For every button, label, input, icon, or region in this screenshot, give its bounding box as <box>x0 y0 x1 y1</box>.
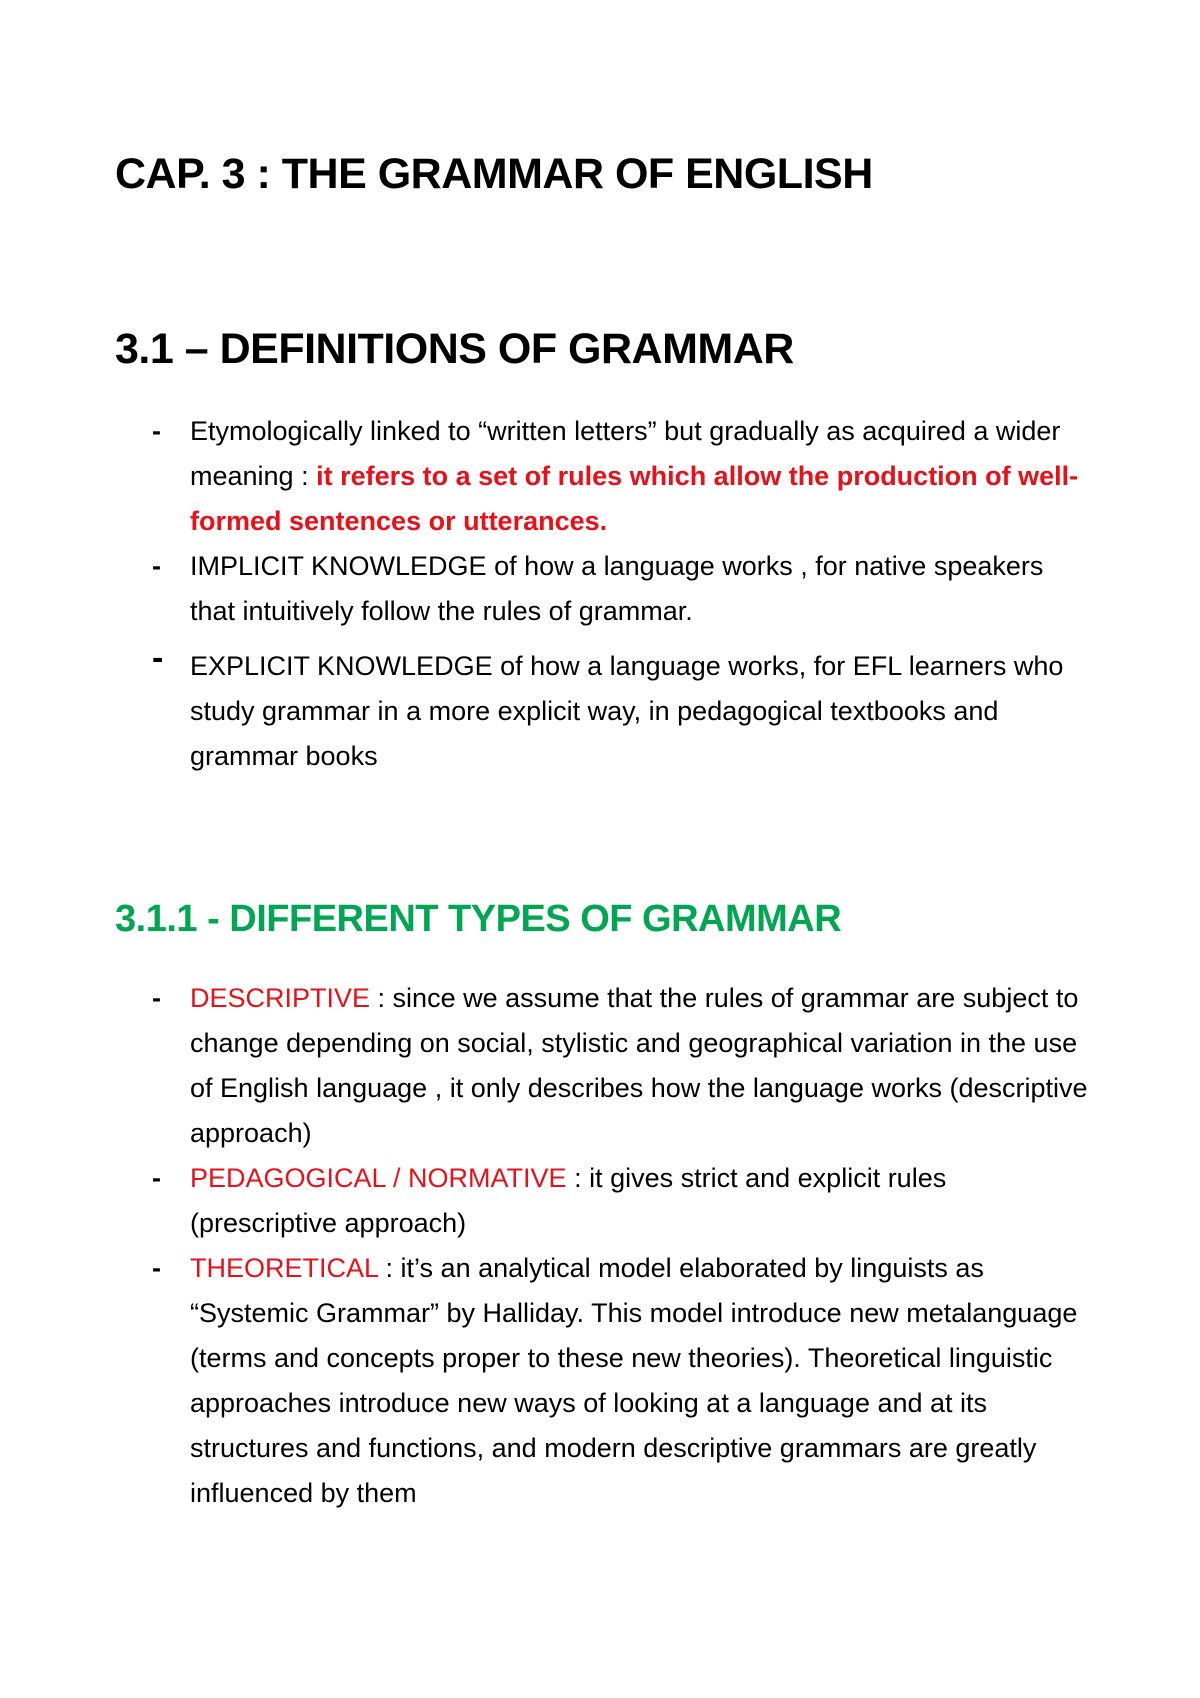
bullet-dash: - <box>152 551 161 581</box>
grammar-type-term: PEDAGOGICAL / NORMATIVE <box>190 1163 567 1193</box>
list-item <box>0 1156 1200 1246</box>
definition-highlight: it refers to a set of rules which allow the production of well-formed sentences or utterances. <box>190 461 1079 536</box>
list-item <box>0 544 1200 634</box>
grammar-type-text: : since we assume that the rules of grammar are subject to change depending on social, stylistic and geographical variation in the use of English language , it only describes how the language works (descriptive approach) <box>190 983 1088 1148</box>
list-item <box>0 639 1200 779</box>
subsection-title: 3.1.1 - DIFFERENT TYPES OF GRAMMAR <box>115 898 842 940</box>
list-item <box>0 409 1200 544</box>
bullet-dash: - <box>152 416 161 446</box>
chapter-title: CAP. 3 : THE GRAMMAR OF ENGLISH <box>115 150 873 198</box>
bullet-dash: - <box>152 983 161 1013</box>
list-item <box>0 1246 1200 1516</box>
definition-term: IMPLICIT KNOWLEDGE <box>190 551 487 581</box>
grammar-type-text: : it gives strict and explicit rules (prescriptive approach) <box>190 1163 947 1238</box>
bullet-dash: - <box>152 639 164 677</box>
grammar-type-term: DESCRIPTIVE <box>190 983 371 1013</box>
grammar-type-term: THEORETICAL <box>190 1253 379 1283</box>
definition-text: of how a language works, for EFL learners who study grammar in a more explicit way, in pedagogical textbooks and grammar books <box>190 651 1064 771</box>
definitions-list <box>0 409 1200 779</box>
grammar-type-text: : it’s an analytical model elaborated by linguists as “Systemic Grammar” by Halliday. This model introduce new metalanguage (terms and concepts proper to these new theories). Theoretical linguistic approaches introduce new ways of looking at a language and at its structures and functions, and modern descriptive grammars are greatly influenced by them <box>190 1253 1078 1508</box>
definition-term: EXPLICIT KNOWLEDGE <box>190 651 493 681</box>
section-title: 3.1 – DEFINITIONS OF GRAMMAR <box>115 325 794 373</box>
definition-text: Etymologically linked to “written letters” but gradually as acquired a wider meaning : <box>190 416 1061 491</box>
list-item <box>0 976 1200 1156</box>
bullet-dash: - <box>152 1253 161 1283</box>
grammar-types-list <box>0 976 1200 1516</box>
definition-text: of how a language works , for native speakers that intuitively follow the rules of grammar. <box>190 551 1044 626</box>
bullet-dash: - <box>152 1163 161 1193</box>
